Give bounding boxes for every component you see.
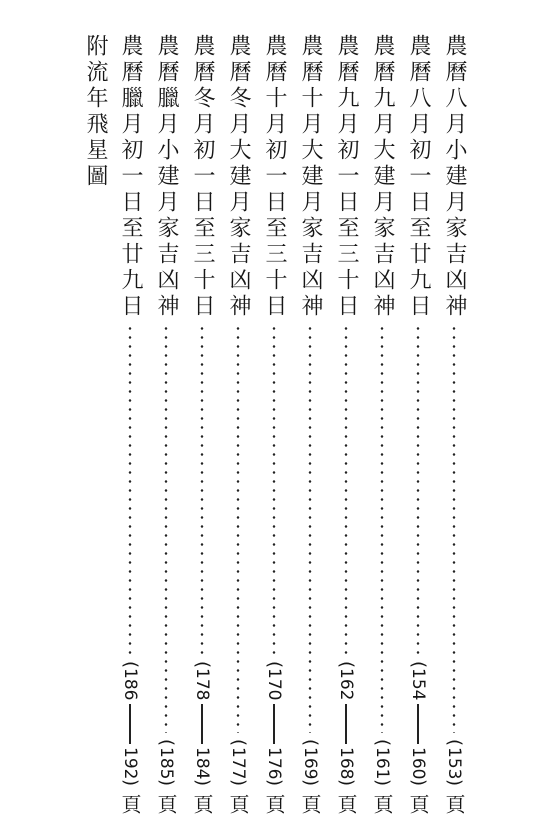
paren-open: ( [192,661,213,669]
paren-close: ) [120,778,141,786]
page-suffix: 頁 [190,794,214,814]
paren-open: ( [408,661,429,669]
toc-entry [295,34,325,814]
paren-close: ) [300,778,321,786]
paren-open: ( [444,739,465,747]
paren-close: ) [228,778,249,786]
dot-leader [452,324,456,733]
dot-leader [200,324,204,655]
page-suffix: 頁 [226,794,250,814]
page-start: 170 [264,668,284,701]
page-suffix: 頁 [118,794,142,814]
toc-entry [115,34,145,814]
paren-close: ) [444,778,465,786]
page-suffix: 頁 [334,794,358,814]
range-dash [345,704,347,744]
page-range [372,739,392,786]
dot-leader [128,324,132,655]
paren-close: ) [156,778,177,786]
page-range [444,739,464,786]
page-start: 178 [192,668,212,701]
dot-leader [344,324,348,655]
range-dash [129,704,131,744]
paren-open: ( [336,661,357,669]
dot-leader [272,324,276,655]
toc-entry [367,34,397,814]
page-range [264,661,284,786]
dot-leader [308,324,312,733]
page-range [408,661,428,786]
toc-entry [151,34,181,814]
toc-entry-title: 農曆冬月初一日至三十日 [190,34,215,320]
appendix-title: 附流年飛星圖 [83,34,108,190]
page-number: 161 [372,746,392,779]
paren-close: ) [336,778,357,786]
paren-open: ( [120,661,141,669]
page-end: 176 [264,746,284,779]
paren-open: ( [300,739,321,747]
page-start: 162 [336,668,356,701]
page-suffix: 頁 [442,794,466,814]
paren-close: ) [372,778,393,786]
toc-entry [403,34,433,814]
dot-leader [236,324,240,733]
page-suffix: 頁 [370,794,394,814]
toc-entry [187,34,217,814]
dot-leader [380,324,384,733]
page-range [156,739,176,786]
page-suffix: 頁 [154,794,178,814]
paren-close: ) [192,778,213,786]
appendix-entry [80,34,110,814]
toc-entry-title: 農曆九月初一日至三十日 [334,34,359,320]
page-number: 153 [444,746,464,779]
toc-entry-title: 農曆冬月大建月家吉凶神 [226,34,251,320]
page-suffix: 頁 [406,794,430,814]
paren-open: ( [156,739,177,747]
page-start: 186 [120,668,140,701]
toc-entry [259,34,289,814]
dot-leader [416,324,420,655]
page-end: 192 [120,746,140,779]
page-end: 184 [192,746,212,779]
paren-open: ( [264,661,285,669]
page-number: 185 [156,746,176,779]
toc-entry-title: 農曆八月初一日至廿九日 [406,34,431,320]
paren-close: ) [408,778,429,786]
paren-close: ) [264,778,285,786]
page-end: 160 [408,746,428,779]
toc-entry [439,34,469,814]
toc-entry [331,34,361,814]
toc-entry-title: 農曆八月小建月家吉凶神 [442,34,467,320]
page-range [192,661,212,786]
toc-entry-title: 農曆臘月小建月家吉凶神 [154,34,179,320]
dot-leader [164,324,168,733]
paren-open: ( [372,739,393,747]
page-range [228,739,248,786]
page-start: 154 [408,668,428,701]
toc-entry-title: 農曆九月大建月家吉凶神 [370,34,395,320]
toc-entry-title: 農曆十月大建月家吉凶神 [298,34,323,320]
toc-entry [223,34,253,814]
range-dash [201,704,203,744]
page-range [336,661,356,786]
page-suffix: 頁 [262,794,286,814]
page-number: 177 [228,746,248,779]
page-end: 168 [336,746,356,779]
paren-open: ( [228,739,249,747]
range-dash [417,704,419,744]
toc-entry-title: 農曆臘月初一日至廿九日 [118,34,143,320]
range-dash [273,704,275,744]
page-range [300,739,320,786]
page-suffix: 頁 [298,794,322,814]
toc-entry-title: 農曆十月初一日至三十日 [262,34,287,320]
page-number: 169 [300,746,320,779]
page-range [120,661,140,786]
